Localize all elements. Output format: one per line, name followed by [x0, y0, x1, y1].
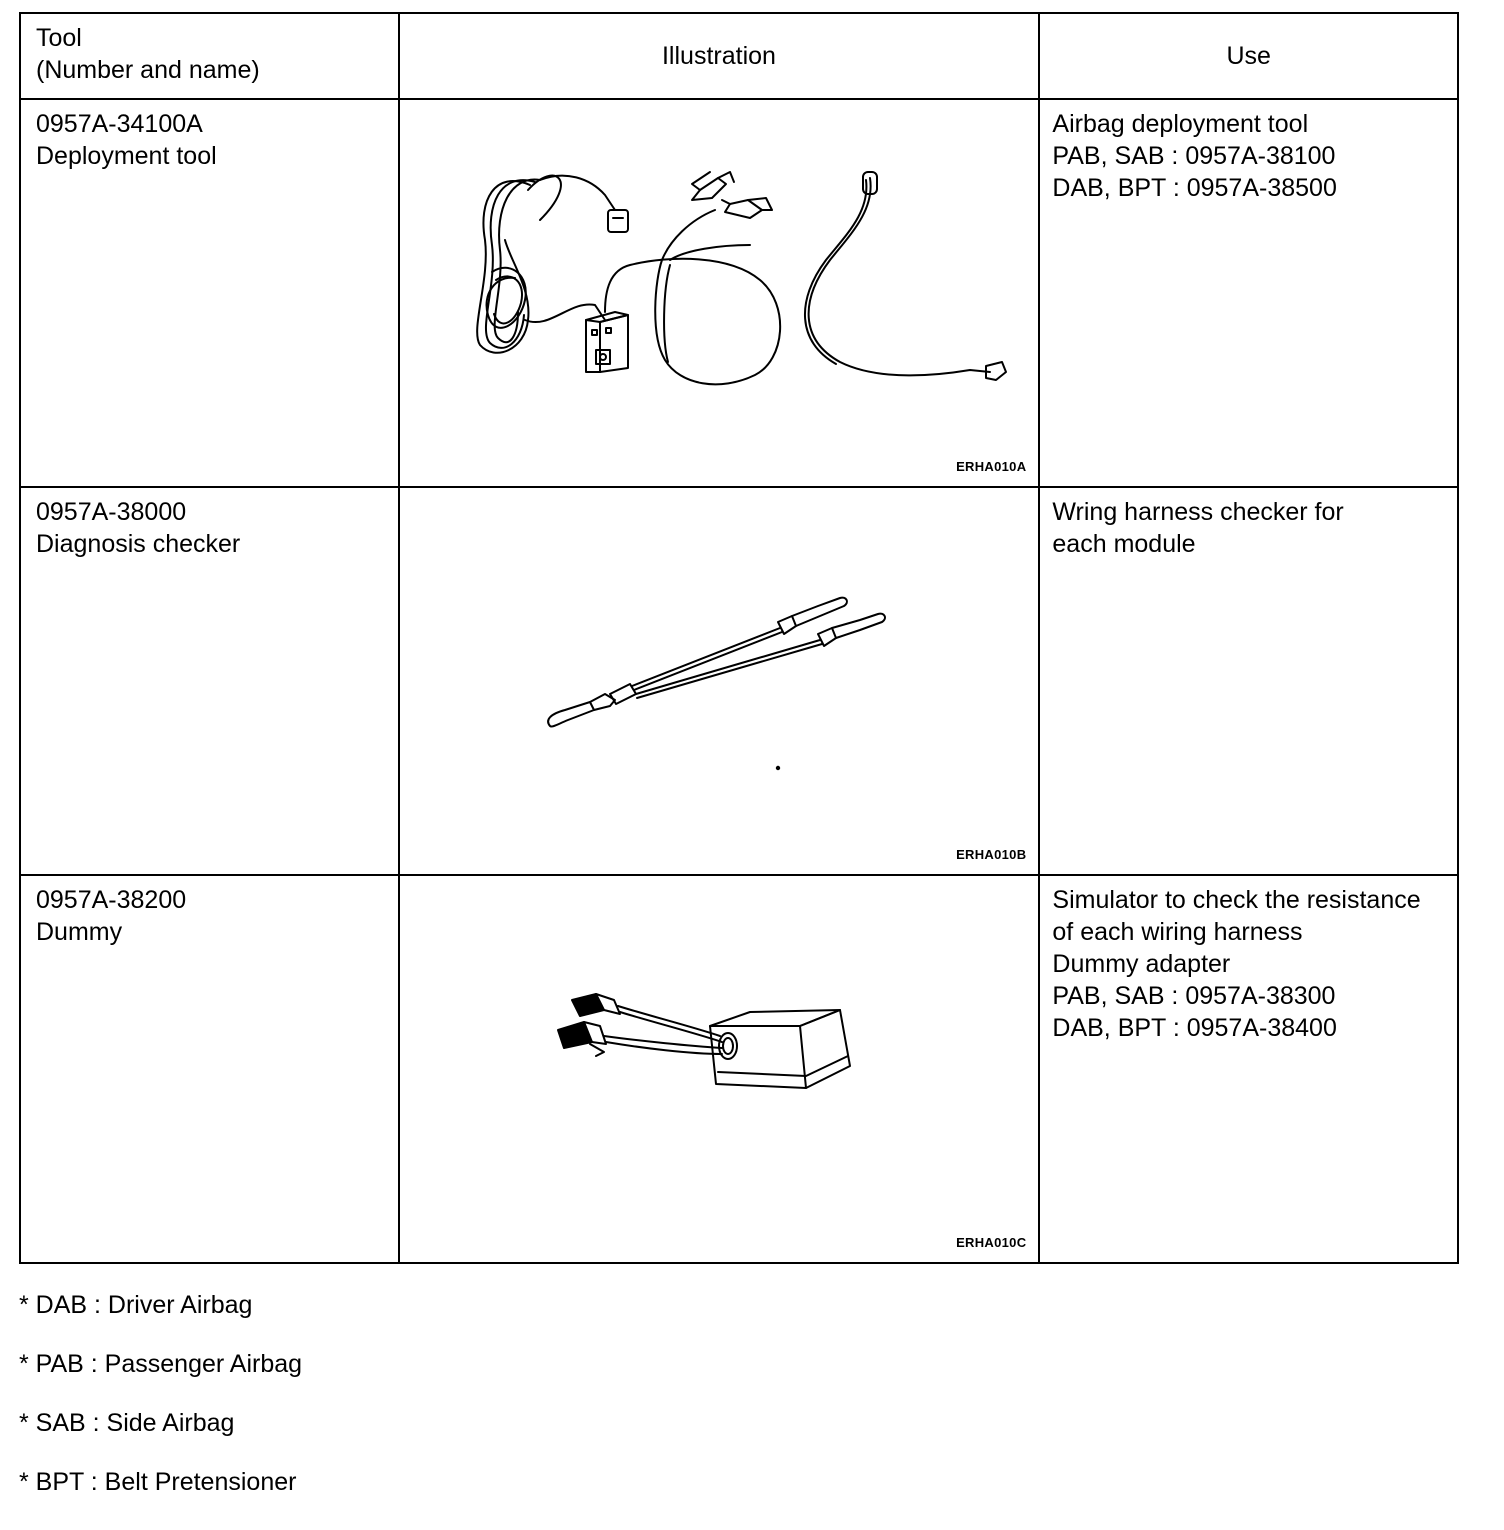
- table-row: [20, 99, 1458, 487]
- coiled-cable: [477, 176, 615, 353]
- header-tool-subtitle: (Number and name): [36, 56, 260, 84]
- plug-upper: [778, 598, 847, 634]
- use-line: DAB, BPT : 0957A-38400: [1052, 1014, 1337, 1042]
- figure-code: ERHA010A: [956, 459, 1027, 474]
- header-tool-title: Tool: [36, 24, 82, 52]
- use-cell: [1039, 875, 1458, 1263]
- header-use: Use: [1039, 13, 1458, 99]
- illustration-cell: [399, 99, 1040, 487]
- squib-connector: [608, 210, 628, 232]
- note-pab: * PAB : Passenger Airbag: [19, 1350, 303, 1378]
- use-line: Dummy adapter: [1052, 950, 1231, 978]
- diagnosis-checker-icon: [400, 488, 1038, 874]
- tool-cell: [20, 99, 399, 487]
- plug-lower: [818, 614, 885, 646]
- deployment-tool-icon: [400, 100, 1038, 486]
- deploy-switch-box: [586, 312, 628, 372]
- use-cell: [1039, 487, 1458, 875]
- note-dab: * DAB : Driver Airbag: [19, 1291, 253, 1319]
- alligator-clip: [692, 172, 772, 218]
- single-plug: [548, 694, 615, 727]
- figure-code: ERHA010C: [956, 1235, 1027, 1250]
- ground-lead: [804, 172, 1005, 380]
- note-bpt: * BPT : Belt Pretensioner: [19, 1468, 297, 1496]
- tool-cell: [20, 487, 399, 875]
- use-cell: [1039, 99, 1458, 487]
- tool-number: 0957A-38000: [36, 498, 187, 526]
- clip-cable-loop: [605, 210, 780, 384]
- tool-name: Dummy: [36, 918, 123, 946]
- y-junction: [610, 684, 636, 704]
- use-line: PAB, SAB : 0957A-38300: [1052, 982, 1336, 1010]
- use-line: DAB, BPT : 0957A-38500: [1052, 174, 1337, 202]
- use-line: PAB, SAB : 0957A-38100: [1052, 142, 1336, 170]
- tool-number: 0957A-38200: [36, 886, 187, 914]
- tool-cell: [20, 875, 399, 1263]
- tool-number: 0957A-34100A: [36, 110, 203, 138]
- header-illustration: Illustration: [399, 13, 1040, 99]
- table-row: [20, 875, 1458, 1263]
- note-sab: * SAB : Side Airbag: [19, 1409, 235, 1437]
- table-row: [20, 487, 1458, 875]
- illustration-cell: [399, 487, 1040, 875]
- tool-name: Diagnosis checker: [36, 530, 241, 558]
- illustration-cell: [399, 875, 1040, 1263]
- abbreviation-notes: [19, 1290, 302, 1526]
- use-line: each module: [1052, 530, 1196, 558]
- figure-code: ERHA010B: [956, 847, 1027, 862]
- use-line: Airbag deployment tool: [1052, 110, 1309, 138]
- dummy-connector-upper: [572, 994, 620, 1016]
- use-line: of each wiring harness: [1052, 918, 1303, 946]
- use-line: Simulator to check the resistance: [1052, 886, 1421, 914]
- tool-name: Deployment tool: [36, 142, 217, 170]
- dummy-module-icon: [400, 876, 1038, 1262]
- special-tools-table: [19, 12, 1459, 1264]
- header-tool: [20, 13, 399, 99]
- table-header-row: [20, 13, 1458, 99]
- dummy-connector-lower: [558, 1022, 606, 1056]
- use-line: Wring harness checker for: [1052, 498, 1344, 526]
- resistor-box: [710, 1010, 850, 1088]
